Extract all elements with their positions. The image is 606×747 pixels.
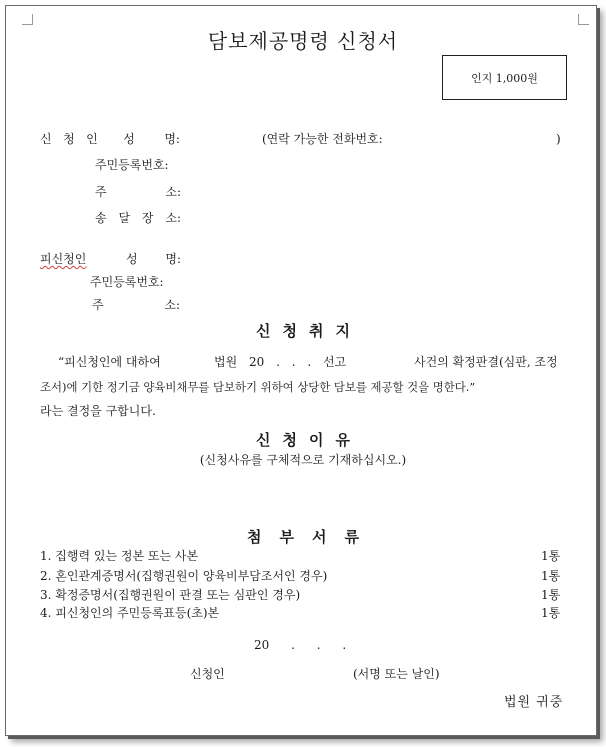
attachment-item-count: 1통 <box>541 549 561 563</box>
attachment-item-text: 1. 집행력 있는 정본 또는 사본 <box>40 549 199 563</box>
attachment-item-count: 1통 <box>541 569 561 583</box>
applicant-address-label: 주 소: <box>95 185 181 199</box>
attachment-item-text: 4. 피신청인의 주민등록표등(초)본 <box>40 606 220 620</box>
purpose-line1-b: 법원 20 . . . 선고 <box>214 355 347 369</box>
attachment-item-text: 2. 혼인관계증명서(집행권원이 양육비부담조서인 경우) <box>40 569 328 583</box>
respondent-name-rest: 성 명: <box>126 252 181 266</box>
purpose-heading: 신청취지 <box>256 322 362 340</box>
respondent-address-label: 주 소: <box>92 298 180 312</box>
attachments-heading: 첨부서류 <box>247 528 377 546</box>
purpose-line2: 조서)에 기한 정기금 양육비채무를 담보하기 위하여 상당한 담보를 제공할 것을 명한다.” <box>40 380 476 394</box>
applicant-rrn-label: 주민등록번호: <box>95 158 169 172</box>
attachment-item-count: 1통 <box>541 606 561 620</box>
margin-corner-mark <box>22 14 33 25</box>
respondent-name-label <box>40 252 86 266</box>
document-page <box>5 5 597 736</box>
attachment-item-count: 1통 <box>541 588 561 602</box>
applicant-delivery-label: 송 달 장 소: <box>95 211 181 225</box>
respondent-rrn-label: 주민등록번호: <box>90 275 164 289</box>
purpose-line1-a: “피신청인에 대하여 <box>58 355 161 369</box>
attachment-item-text: 3. 확정증명서(집행권원이 판결 또는 심판인 경우) <box>40 588 301 602</box>
stamp-box: 인지 1,000원 <box>442 55 567 100</box>
date-line: 20 . . . <box>254 638 347 652</box>
applicant-phone-label: (연락 가능한 전화번호: <box>262 132 383 146</box>
reason-note: (신청사유를 구체적으로 기재하십시오.) <box>199 453 407 467</box>
reason-heading: 신청이유 <box>256 431 362 449</box>
court-addressee: 법원 귀중 <box>504 695 564 710</box>
purpose-line3: 라는 결정을 구합니다. <box>40 404 156 418</box>
signer-seal: (서명 또는 날인) <box>353 667 440 681</box>
respondent-label-prefix: 피신청인 <box>40 252 87 266</box>
applicant-phone-close: ) <box>556 132 561 146</box>
document-title: 담보제공명령 신청서 <box>207 29 399 53</box>
signer-label: 신청인 <box>190 667 225 681</box>
purpose-line1-c: 사건의 확정판결(심판, 조정 <box>414 355 558 369</box>
applicant-name-label: 신 청 인 성 명: <box>40 132 180 146</box>
margin-corner-mark <box>578 14 589 25</box>
